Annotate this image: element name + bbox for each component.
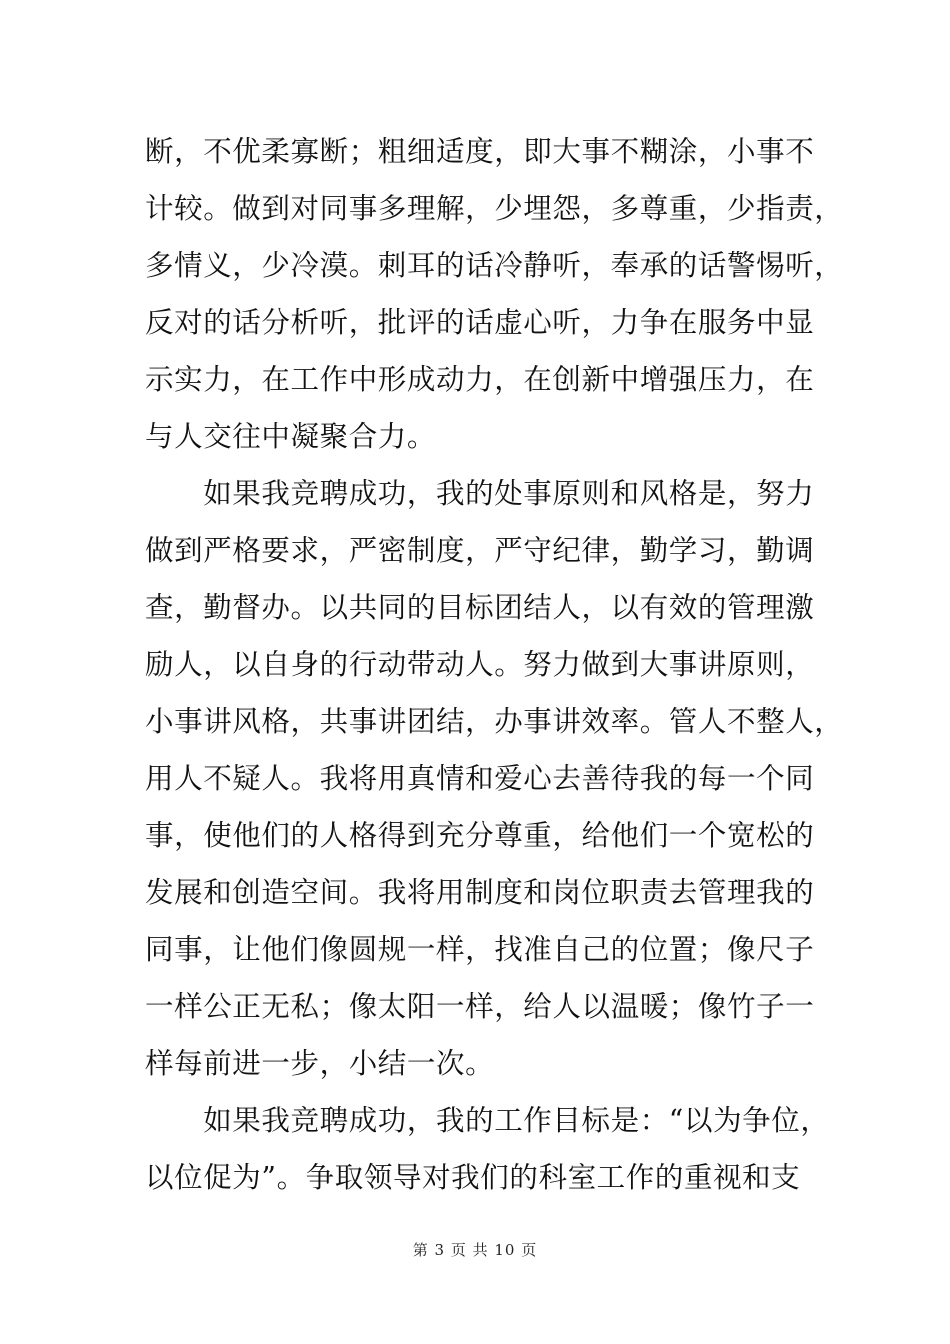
body-text-line: 计较。做到对同事多理解，少埋怨，多尊重，少指责， <box>145 192 844 225</box>
body-text-line: 如果我竞聘成功，我的工作目标是：“以为争位， <box>145 1104 830 1137</box>
page-number-footer: 第 3 页 共 10 页 <box>412 1241 538 1259</box>
body-text-line: 一样公正无私；像太阳一样，给人以温暖；像竹子一 <box>145 990 815 1023</box>
body-text-line: 发展和创造空间。我将用制度和岗位职责去管理我的 <box>145 876 815 909</box>
body-text-line: 示实力，在工作中形成动力，在创新中增强压力，在 <box>145 363 815 396</box>
body-text-line: 以位促为”。争取领导对我们的科室工作的重视和支 <box>145 1161 801 1194</box>
body-text-line: 事，使他们的人格得到充分尊重，给他们一个宽松的 <box>145 819 815 852</box>
body-text-line: 与人交往中凝聚合力。 <box>145 420 437 453</box>
body-text-line: 多情义，少冷漠。刺耳的话冷静听，奉承的话警惕听， <box>145 249 844 282</box>
body-text-line: 小事讲风格，共事讲团结，办事讲效率。管人不整人， <box>145 705 844 738</box>
body-text-line: 断，不优柔寡断；粗细适度，即大事不糊涂，小事不 <box>145 135 815 168</box>
body-text-line: 做到严格要求，严密制度，严守纪律，勤学习，勤调 <box>145 534 815 567</box>
body-text-line: 反对的话分析听，批评的话虚心听，力争在服务中显 <box>145 306 815 339</box>
body-text-line: 用人不疑人。我将用真情和爱心去善待我的每一个同 <box>145 762 815 795</box>
body-text-line: 查，勤督办。以共同的目标团结人，以有效的管理激 <box>145 591 815 624</box>
body-text-line: 励人，以自身的行动带动人。努力做到大事讲原则， <box>145 648 815 681</box>
body-text-line: 样每前进一步，小结一次。 <box>145 1047 495 1080</box>
body-text-line: 如果我竞聘成功，我的处事原则和风格是，努力 <box>145 477 815 510</box>
body-text-line: 同事，让他们像圆规一样，找准自己的位置；像尺子 <box>145 933 815 966</box>
